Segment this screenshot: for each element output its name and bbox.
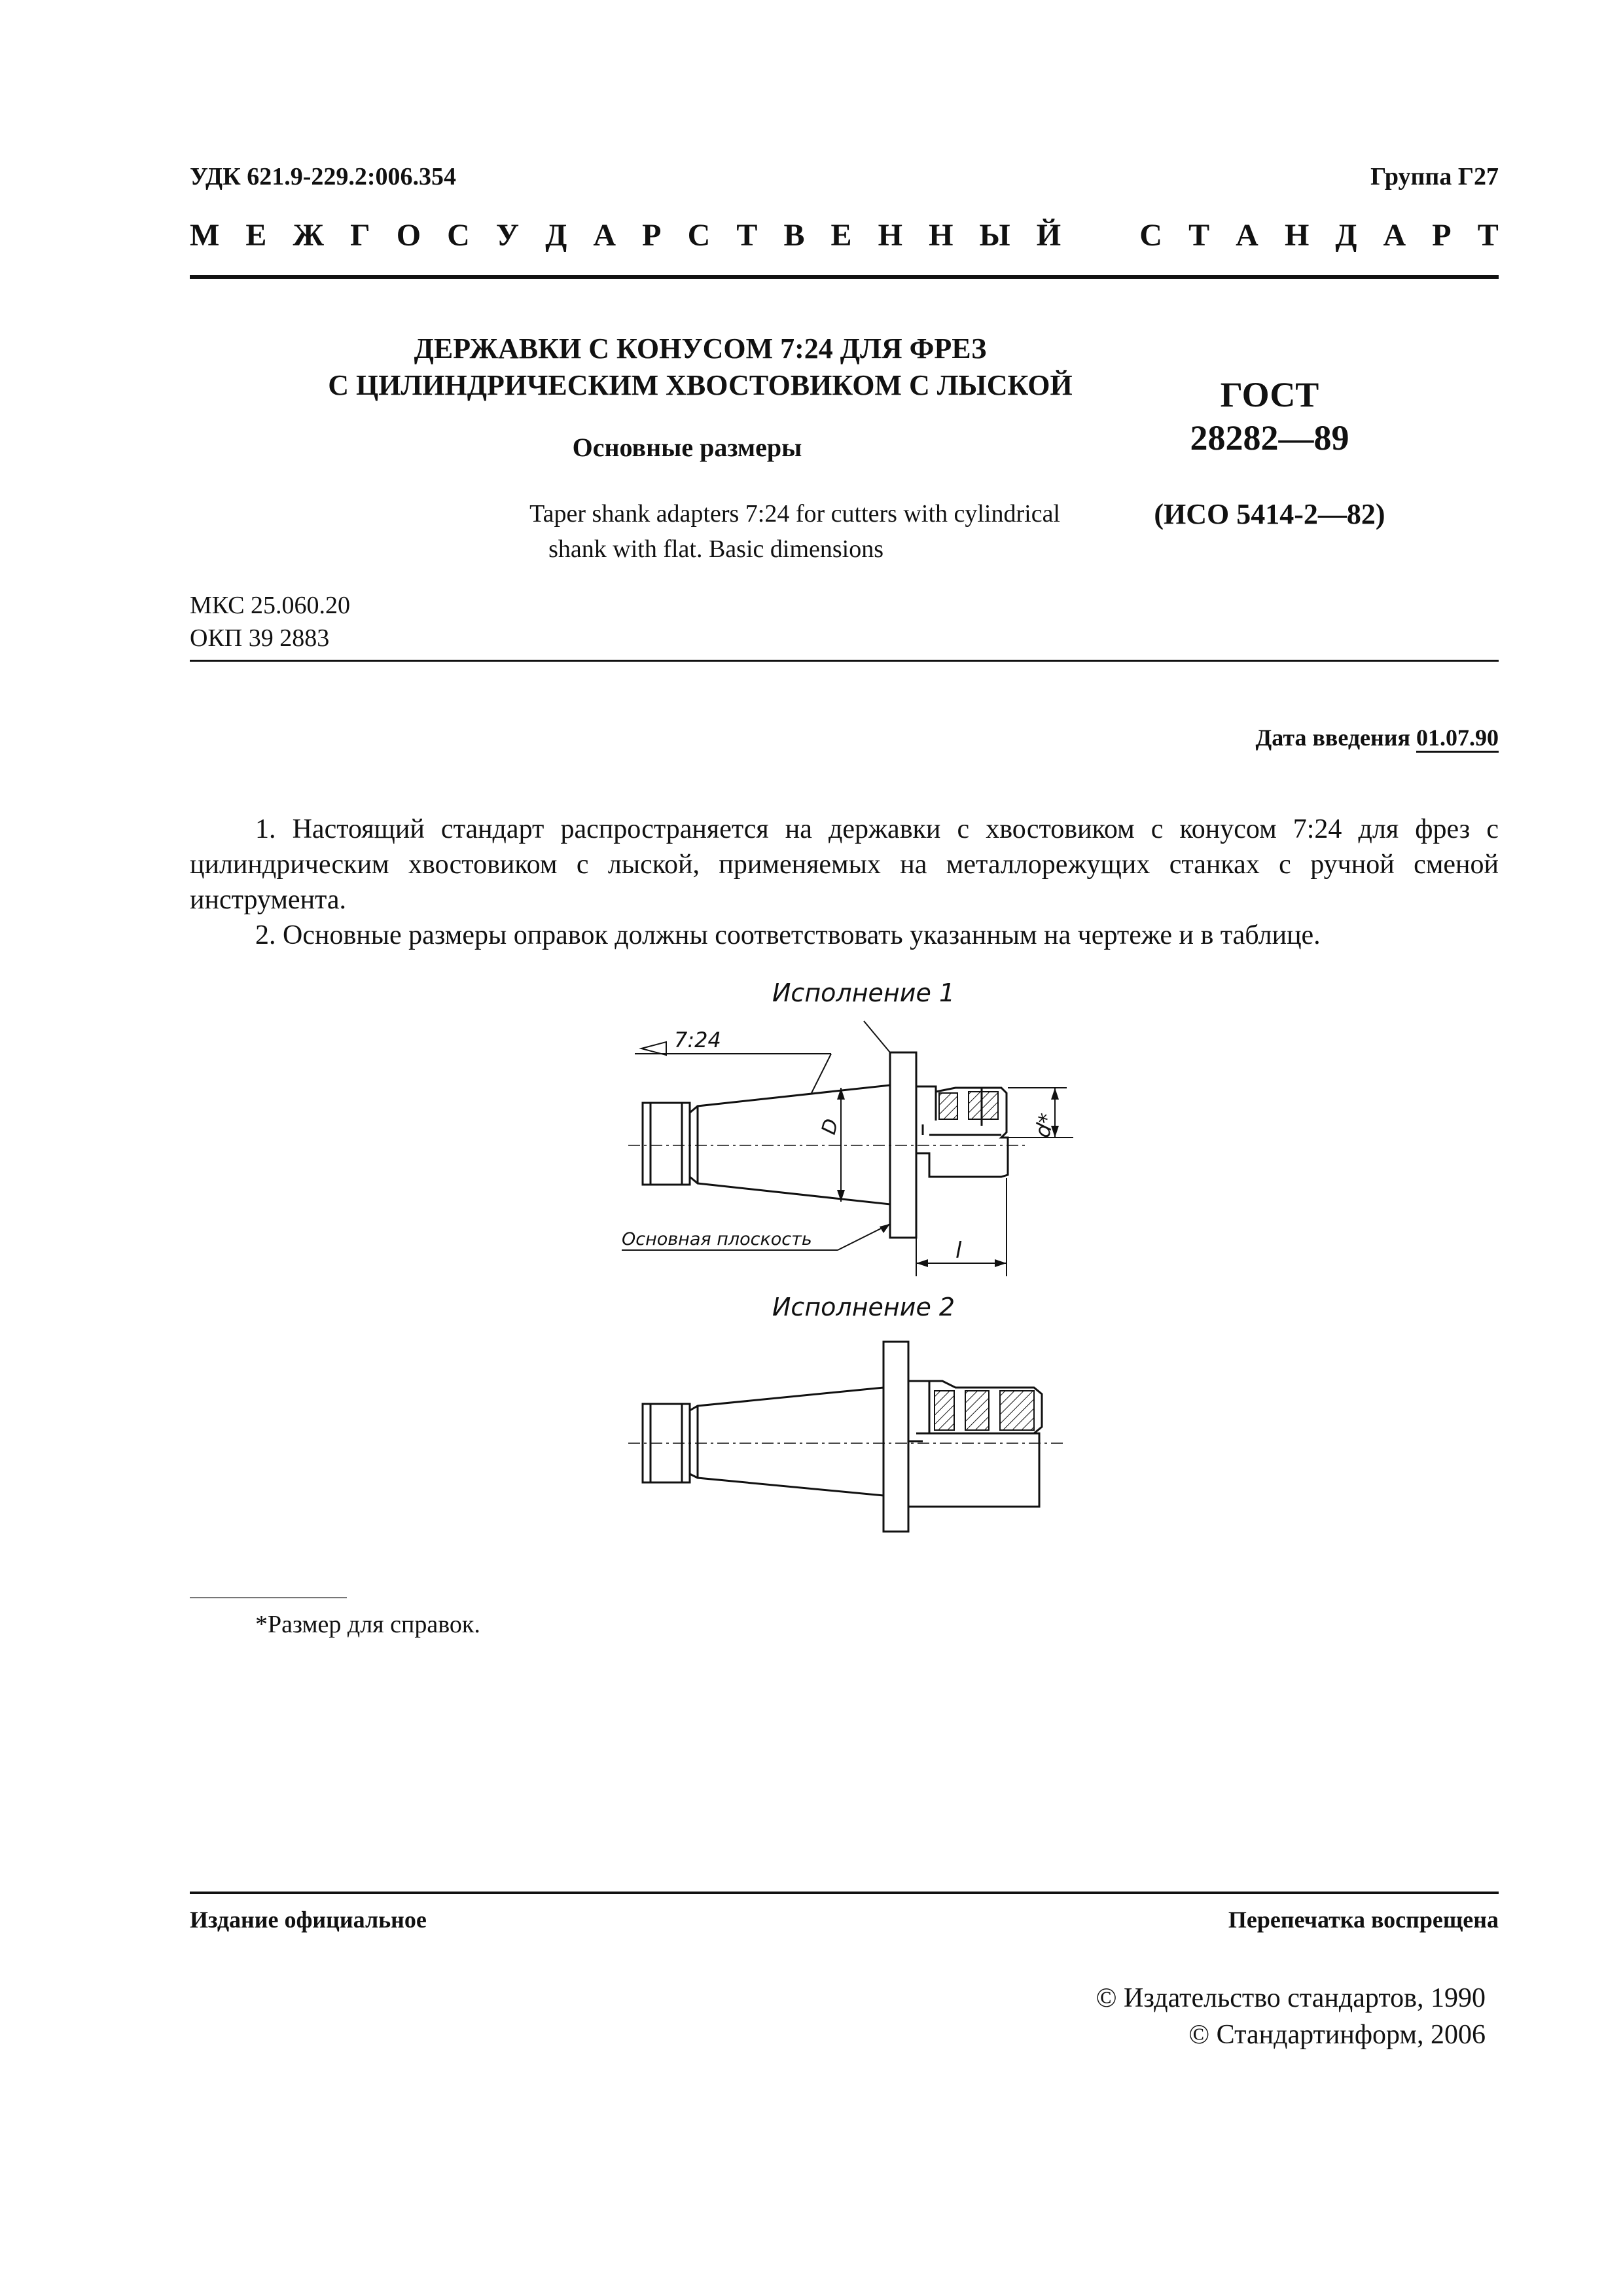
- heading-letter-a-9: Р: [642, 218, 662, 253]
- document-title: [275, 331, 1126, 404]
- title-line-1: ДЕРЖАВКИ С КОНУСОМ 7:24 ДЛЯ ФРЕЗ: [414, 332, 987, 365]
- heading-letter-a-8: А: [593, 218, 616, 253]
- heading-letter-b-5: А: [1383, 218, 1406, 253]
- footnote-rule: [190, 1597, 347, 1598]
- heading-letter-a-7: Д: [545, 218, 567, 253]
- codes-rule: [190, 660, 1499, 662]
- technical-drawing: [615, 975, 1126, 1564]
- heading-word-gap: [1087, 217, 1113, 253]
- heading-letter-b-3: Н: [1284, 218, 1310, 253]
- heading-letter-a-3: Г: [350, 218, 370, 253]
- heading-letter-a-10: С: [687, 218, 711, 253]
- english-title-line-2: shank with flat. Basic dimensions: [548, 535, 883, 563]
- header-rule: [190, 275, 1499, 279]
- dim-l-label: l: [955, 1238, 962, 1264]
- copyright-line-2: © Стандартинформ, 2006: [1188, 2020, 1486, 2050]
- heading-letter-a-13: Е: [830, 218, 852, 253]
- okp-code: ОКП 39 2883: [190, 624, 330, 652]
- udk-code: УДК 621.9-229.2:006.354: [190, 163, 457, 190]
- heading-letter-a-5: С: [447, 218, 470, 253]
- heading-letter-b-6: Р: [1432, 218, 1452, 253]
- gost-number: 28282—89: [1190, 418, 1349, 457]
- heading-letter-b-4: Д: [1335, 218, 1357, 253]
- paragraph-1: 1. Настоящий стандарт распространяется на державки с хвостовиком с конусом 7:24 для фрез с цилиндрическим хвостовиком с лыской, применяемых на металлорежущих станках с ручной сменой инструмента.: [190, 814, 1499, 915]
- heading-letter-a-14: Н: [878, 218, 902, 253]
- version-1-label: Исполнение 1: [772, 978, 955, 1007]
- english-title-line-1: Taper shank adapters 7:24 for cutters with cylindrical: [529, 500, 1060, 528]
- heading-letter-b-0: С: [1139, 218, 1162, 253]
- classification-codes: [190, 589, 350, 655]
- heading-letter-a-4: О: [396, 218, 421, 253]
- interstate-standard-heading: [190, 217, 1499, 253]
- taper-ratio-label: 7:24: [674, 1028, 721, 1052]
- version-2-hatching: [935, 1391, 1034, 1430]
- copyright-line-1: © Издательство стандартов, 1990: [1096, 1983, 1486, 2013]
- heading-letter-a-1: Е: [245, 218, 267, 253]
- dim-D-label: D: [817, 1116, 844, 1138]
- reprint-prohibited-note: Перепечатка воспрещена: [1228, 1907, 1499, 1933]
- iso-reference: (ИСО 5414-2—82): [1154, 498, 1385, 530]
- paragraph-2: 2. Основные размеры оправок должны соответствовать указанным на чертеже и в таблице.: [255, 920, 1321, 950]
- mks-code: МКС 25.060.20: [190, 592, 351, 619]
- heading-letter-b-7: Т: [1477, 218, 1499, 253]
- heading-letter-b-2: А: [1236, 218, 1258, 253]
- heading-letter-a-6: У: [495, 218, 520, 253]
- introduction-date: [1256, 724, 1499, 751]
- date-value: 01.07.90: [1416, 725, 1499, 753]
- gost-label: ГОСТ: [1220, 375, 1319, 414]
- heading-letter-a-0: М: [190, 218, 220, 253]
- heading-letter-a-2: Ж: [293, 218, 324, 253]
- english-title: [327, 496, 1060, 567]
- heading-letter-a-12: В: [783, 218, 805, 253]
- heading-letter-a-11: Т: [736, 218, 758, 253]
- footnote: *Размер для справок.: [255, 1611, 480, 1638]
- heading-letter-b-1: Т: [1188, 218, 1210, 253]
- gost-designation: [1165, 373, 1374, 459]
- date-label: Дата введения: [1255, 725, 1416, 751]
- official-edition-note: Издание официальное: [190, 1907, 427, 1933]
- heading-letter-a-16: Ы: [979, 218, 1010, 253]
- version-1-hatching: [939, 1092, 998, 1119]
- title-line-2: С ЦИЛИНДРИЧЕСКИМ ХВОСТОВИКОМ С ЛЫСКОЙ: [328, 369, 1073, 401]
- dim-d-label: d*: [1029, 1111, 1060, 1141]
- footer-rule: [190, 1892, 1499, 1894]
- document-subtitle: Основные размеры: [572, 433, 802, 462]
- version-2-drawing: [628, 1342, 1067, 1532]
- copyright-block: [1096, 1980, 1486, 2053]
- group-code: Группа Г27: [1370, 163, 1499, 190]
- heading-letter-a-17: Й: [1036, 218, 1061, 253]
- base-plane-label: Основная плоскость: [622, 1229, 812, 1249]
- body-text: [190, 812, 1499, 953]
- version-2-label: Исполнение 2: [772, 1293, 955, 1321]
- heading-letter-a-15: Н: [929, 218, 954, 253]
